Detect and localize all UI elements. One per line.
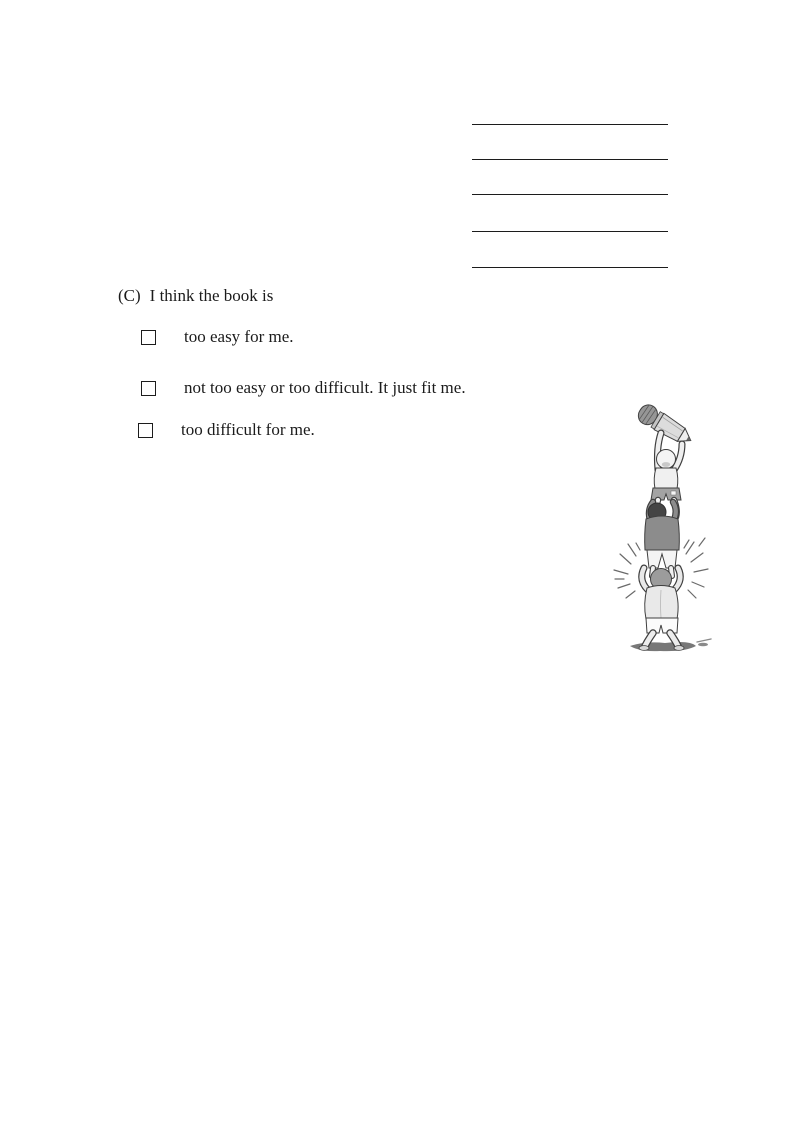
writing-line[interactable] xyxy=(472,267,668,268)
writing-line[interactable] xyxy=(472,231,668,232)
option-label: not too easy or too difficult. It just fit me. xyxy=(184,378,466,397)
question-text: I think the book is xyxy=(149,286,274,305)
effort-lines-right xyxy=(684,538,708,598)
option-label: too difficult for me. xyxy=(181,420,315,439)
checkbox-just-fit[interactable] xyxy=(141,381,156,396)
writing-line[interactable] xyxy=(472,194,668,195)
middle-figure xyxy=(645,502,680,576)
checkbox-too-difficult[interactable] xyxy=(138,423,153,438)
writing-line[interactable] xyxy=(472,159,668,160)
human-tower-illustration xyxy=(600,398,720,658)
question-label: (C) xyxy=(118,286,141,305)
checkbox-too-easy[interactable] xyxy=(141,330,156,345)
writing-line[interactable] xyxy=(472,124,668,125)
option-label: too easy for me. xyxy=(184,327,294,346)
option-row xyxy=(138,420,315,440)
question-line xyxy=(118,286,273,306)
effort-lines-left xyxy=(614,543,640,598)
giant-pencil xyxy=(635,402,696,450)
option-row xyxy=(141,327,294,347)
option-row xyxy=(141,378,466,398)
bottom-figure xyxy=(639,568,684,650)
